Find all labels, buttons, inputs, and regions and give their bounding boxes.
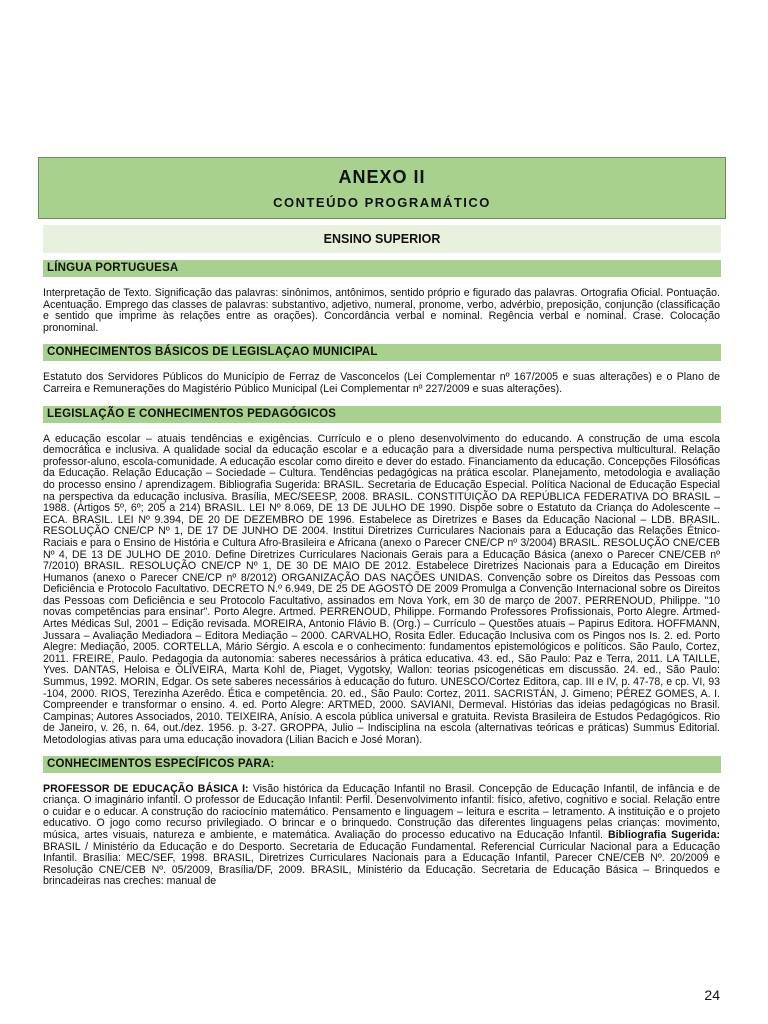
section-heading-lingua: LÍNGUA PORTUGUESA	[43, 260, 721, 277]
section-heading-legislacao-municipal: CONHECIMENTOS BÁSICOS DE LEGISLAÇAO MUNICIPAL	[43, 344, 721, 361]
level-heading: ENSINO SUPERIOR	[43, 225, 721, 253]
document-page	[38, 157, 726, 888]
page-number: 24	[704, 987, 720, 1003]
section-text-especificos	[43, 784, 721, 888]
section-heading-pedagogicos: LEGISLAÇÃO E CONHECIMENTOS PEDAGÓGICOS	[43, 406, 721, 423]
role-text-b: BRASIL / Ministério da Educação e do Desporto. Secretaria de Educação Fundamental. Referencial Curricular Nacional para a Educação Infantil. Brasília: MEC/SEF, 1998. BRASIL, Diretrizes Curriculares Nacionais para a Educação Infantil, Parecer CNE/CEB Nº. 20/2009 e Resolução CNE/CEB Nº. 05/2009, Brasília/DF, 2009. BRASIL, Ministério da Educação. Secretaria de Educação Básica – Brinquedos e brincadeiras nas creches: manual de	[43, 840, 720, 888]
section-text-lingua: Interpretação de Texto. Significação das palavras: sinônimos, antônimos, sentido próprio e figurado das palavras. Ortografia Oficial. Pontuação. Acentuação. Emprego das classes de palavras: substantivo, adjetivo, numeral, pronome, verbo, advérbio, preposição, conjunção (classificação e sentido que imprime às relações entre as orações). Concordância verbal e nominal. Regência verbal e nominal. Crase. Colocação pronominal.	[43, 287, 720, 334]
annex-header	[38, 157, 726, 219]
annex-subtitle: CONTEÚDO PROGRAMÁTICO	[273, 195, 491, 210]
role-label: PROFESSOR DE EDUCAÇÃO BÁSICA I:	[43, 782, 249, 795]
annex-title: ANEXO II	[338, 167, 426, 187]
section-heading-especificos: CONHECIMENTOS ESPECÍFICOS PARA:	[43, 756, 721, 773]
section-text-legislacao-municipal: Estatuto dos Servidores Públicos do Município de Ferraz de Vasconcelos (Lei Complementar nº 167/2005 e suas alterações) e o Plano de Carreira e Remunerações do Magistério Público Municipal (Lei Complementar nº 227/2009 e suas alterações).	[43, 371, 720, 395]
section-text-pedagogicos: A educação escolar – atuais tendências e exigências. Currículo e o pleno desenvolvimento do educando. A construção de uma escola democrática e inclusiva. A qualidade social da educação escolar e a educação para a diversidade numa perspectiva multicultural. Relação professor-aluno, escola-comunidade. A educação escolar como direito e dever do estado. Financiamento da educação. Concepções Filosóficas da Educação. Relação Educação – Sociedade – Cultura. Tendências pedagógicas na prática escolar. Planejamento, metodologia e avaliação do processo ensino / aprendizagem. Bibliografia Sugerida: BRASIL. Secretaria de Educação Especial. Política Nacional de Educação Especial na perspectiva da educação inclusiva. Brasília, MEC/SEESP, 2008. BRASIL. CONSTITUIÇÃO DA REPÚBLICA FEDERATIVA DO BRASIL – 1988. (Artigos 5º, 6º; 205 a 214) BRASIL. LEI Nº 8.069, DE 13 DE JULHO DE 1990. Dispõe sobre o Estatuto da Criança do Adolescente – ECA. BRASIL. LEI Nº 9.394, DE 20 DE DEZEMBRO DE 1996. Estabelece as Diretrizes e Bases da Educação Nacional – LDB. BRASIL. RESOLUÇÃO CNE/CP Nº 1, DE 17 DE JUNHO DE 2004. Institui Diretrizes Curriculares Nacionais para a Educação das Relações Étnico-Raciais e para o Ensino de História e Cultura Afro-Brasileira e Africana (anexo o Parecer CNE/CP nº 3/2004) BRASIL. RESOLUÇÃO CNE/CEB Nº 4, DE 13 DE JULHO DE 2010. Define Diretrizes Curriculares Nacionais Gerais para a Educação Básica (anexo o Parecer CNE/CEB nº 7/2010) BRASIL. RESOLUÇÃO CNE/CP Nº 1, DE 30 DE MAIO DE 2012. Estabelece Diretrizes Nacionais para a Educação em Direitos Humanos (anexo o Parecer CNE/CP nº 8/2012) ORGANIZAÇÃO DAS NAÇÕES UNIDAS. Convenção sobre os Direitos das Pessoas com Deficiência e Protocolo Facultativo. DECRETO N.º 6.949, DE 25 DE AGOSTO DE 2009 Promulga a Convenção Internacional sobre os Direitos das Pessoas com Deficiência e seu Protocolo Facultativo, assinados em Nova York, em 30 de março de 2007. PERRENOUD, Philippe. "10 novas competências para ensinar". Porto Alegre. Artmed. PERRENOUD, Philippe. Formando Professores Profissionais, Porto Alegre. Artmed-Artes Médicas Sul, 2001 – Edição revisada. MOREIRA, Antonio Flávio B. (Org.) – Currículo – Questões atuais – Papirus Editora. HOFFMANN, Jussara – Avaliação Mediadora – Editora Mediação – 2000. CARVALHO, Rosita Edler. Educação Inclusiva com os Pingos nos Is. 2. ed. Porto Alegre: Mediação, 2005. CORTELLA, Mário Sérgio. A escola e o conhecimento: fundamentos epistemológicos e políticos. São Paulo, Cortez, 2011. FREIRE, Paulo. Pedagogia da autonomia: saberes necessários à prática educativa. 43. ed., São Paulo: Paz e Terra, 2011. LA TAILLE, Yves. DANTAS, Heloisa e OLIVEIRA, Marta Kohl de, Piaget, Vygotsky, Wallon: teorias psicogenéticas em discussão. 24. ed., São Paulo: Summus, 1992. MORIN, Edgar. Os sete saberes necessários à educação do futuro. UNESCO/Cortez Editora, cap. III e IV, p. 47-78, e cp. VI, 93 -104, 2000. RIOS, Terezinha Azerêdo. Ética e competência. 20. ed., São Paulo: Cortez, 2011. SACRISTÁN, J. Gimeno; PÉREZ GOMES, A. I. Compreender e transformar o ensino. 4. ed. Porto Alegre: ARTMED, 2000. SAVIANI, Dermeval. Histórias das ideias pedagógicas no Brasil. Campinas; Autores Associados, 2010. TEIXEIRA, Anísio. A escola pública universal e gratuita. Revista Brasileira de Estudos Pedagógicos. Rio de Janeiro, v. 26, n. 64, out./dez. 1956. p. 3-27. GROPPA, Julio – Indisciplina na escola (alternativas teóricas e práticas) Summus Editorial. Metodologias ativas para uma educação inovadora (Lilian Bacich e José Moran).	[43, 432, 720, 746]
bibliography-label: Bibliografia Sugerida:	[607, 828, 720, 841]
role-text-a: Visão histórica da Educação Infantil no Brasil. Concepção de Educação Infantil, de infância e de criança. O imaginário infantil. O professor de Educação Infantil: Perfil. Desenvolvimento infantil: físico, afetivo, cognitivo e social. Relação entre o cuidar e o educar. A construção do raciocínio matemático. Pensamento e linguagem – leitura e escrita – letramento. A instituição e o projeto educativo. O jogo como recurso privilegiado. O brincar e o brinquedo. Construção das diferentes linguagens pelas crianças: movimento, música, artes visuais, natureza e ambiente, e matemática. Avaliação do processo educativo na Educação Infantil.	[43, 782, 720, 841]
